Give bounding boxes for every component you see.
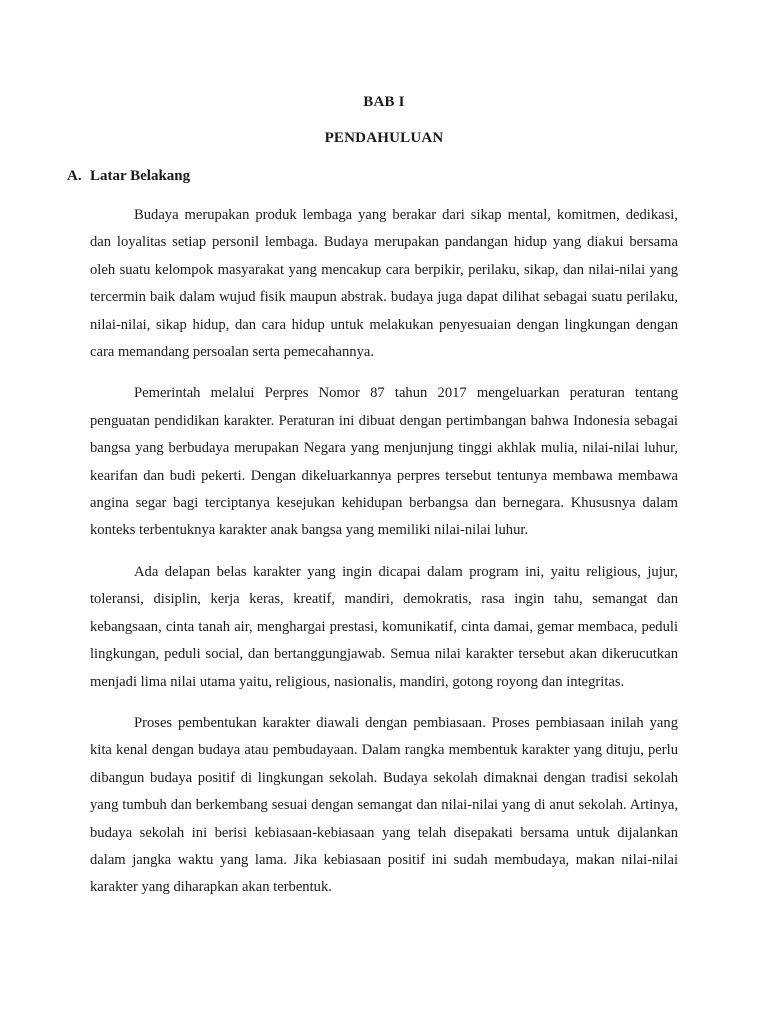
chapter-title: PENDAHULUAN xyxy=(324,130,444,146)
paragraph: Pemerintah melalui Perpres Nomor 87 tahun 2017 mengeluarkan peraturan tentang penguatan pendidikan karakter. Peraturan ini dibuat dengan pertimbangan bahwa Indonesia sebagai bangsa yang berbudaya merupakan Negara yang menjunjung tinggi akhlak mulia, nilai-nilai luhur, kearifan dan budi pekerti. Dengan dikeluarkannya perpres tersebut tentunya membawa membawa angina segar bagi terciptanya kesejukan kehidupan berbangsa dan bernegara. Khususnya dalam konteks terbentuknya karakter anak bangsa yang memiliki nilai-nilai luhur. xyxy=(90,385,678,539)
section-letter: A. xyxy=(67,168,82,184)
section-title: Latar Belakang xyxy=(90,168,191,184)
body-text xyxy=(90,202,678,916)
paragraph: Budaya merupakan produk lembaga yang berakar dari sikap mental, komitmen, dedikasi, dan loyalitas setiap personil lembaga. Budaya merupakan pandangan hidup yang diakui bersama oleh suatu kelompok masyarakat yang mencakup cara berpikir, perilaku, sikap, dan nilai-nilai yang tercermin baik dalam wujud fisik maupun abstrak. budaya juga dapat dilihat sebagai suatu perilaku, nilai-nilai, sikap hidup, dan cara hidup untuk melakukan penyesuaian dengan lingkungan dengan cara memandang persoalan serta pemecahannya. xyxy=(90,207,678,361)
paragraph: Ada delapan belas karakter yang ingin dicapai dalam program ini, yaitu religious, jujur, toleransi, disiplin, kerja keras, kreatif, mandiri, demokratis, rasa ingin tahu, semangat dan kebangsaan, cinta tanah air, menghargai prestasi, komunikatif, cinta damai, gemar membaca, peduli lingkungan, peduli social, dan bertanggungjawab. Semua nilai karakter tersebut akan dikerucutkan menjadi lima nilai utama yaitu, religious, nasionalis, mandiri, gotong royong dan integritas. xyxy=(90,563,678,690)
paragraph: Proses pembentukan karakter diawali dengan pembiasaan. Proses pembiasaan inilah yang kita kenal dengan budaya atau pembudayaan. Dalam rangka membentuk karakter yang dituju, perlu dibangun budaya positif di lingkungan sekolah. Budaya sekolah dimaknai dengan tradisi sekolah yang tumbuh dan berkembang sesuai dengan semangat dan nilai-nilai yang di anut sekolah. Artinya, budaya sekolah ini berisi kebiasaan-kebiasaan yang telah disepakati bersama untuk dijalankan dalam jangka waktu yang lama. Jika kebiasaan positif ini sudah membudaya, makan nilai-nilai karakter yang diharapkan akan terbentuk. xyxy=(90,714,678,896)
chapter-number: BAB I xyxy=(363,94,405,110)
section-heading xyxy=(67,168,190,185)
